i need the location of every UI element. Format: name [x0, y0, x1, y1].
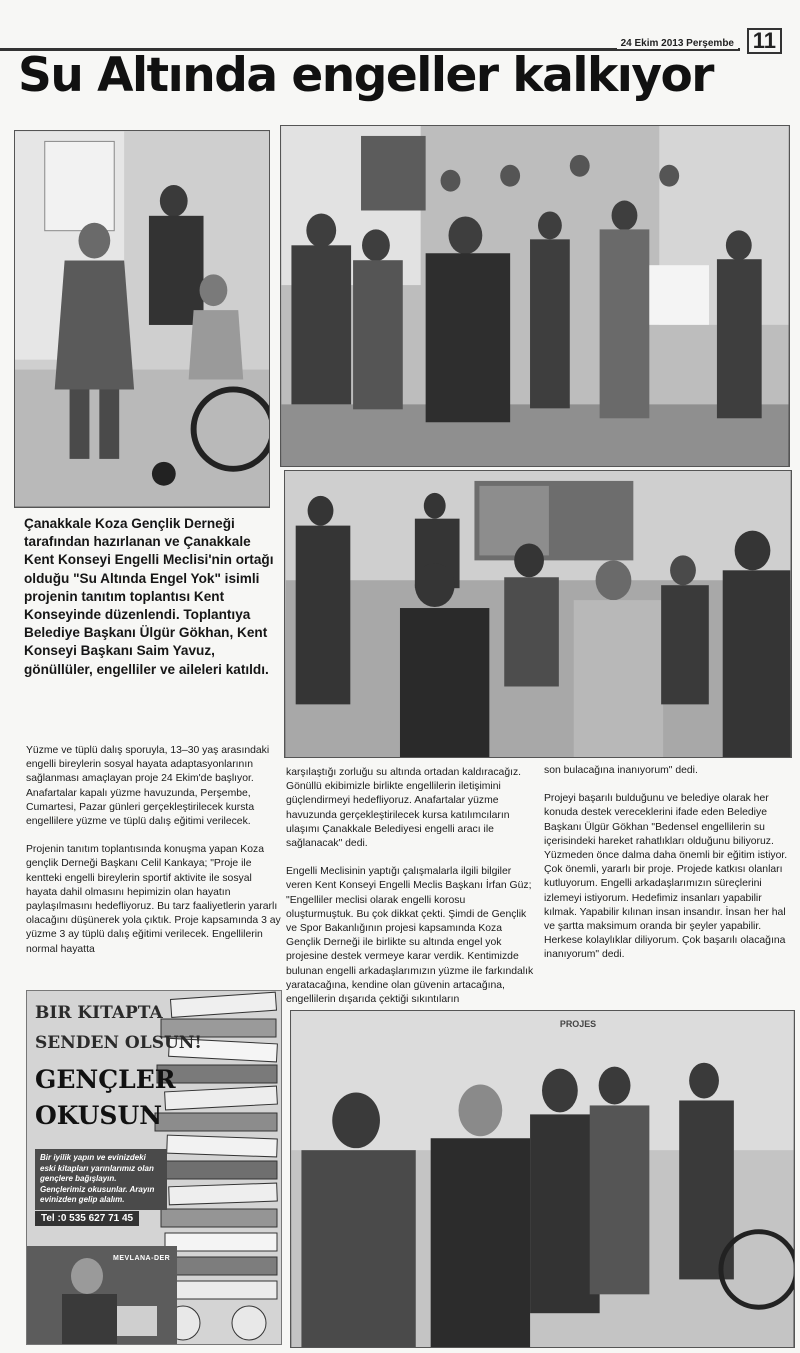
- photo-sign-text: PROJES: [559, 1018, 597, 1029]
- page-number: 11: [747, 28, 782, 54]
- column-1-paragraph-2: Projenin tanıtım toplantısında konuşma yapan Koza gençlik Derneği Başkanı Celil Kankaya; "Proje ile kentteki engelli bireylerin sportif aktivite ile sosyal hayata dahil olmasını hepimizin olan hayatın paylaşılmasını hedefliyoruz. Bu tarz faaliyetlerin yararlı olacağını düşünerek yola çıktık. Proje kapsamında 3 ay yüzme 3 ay tüplü dalış eğitimi verilecek. Engellilerin normal hayatta: [26, 844, 281, 955]
- header-strip: [0, 18, 800, 53]
- photo-seated-participants: [290, 1010, 795, 1348]
- photo-reception-crowd-image: [281, 126, 789, 466]
- book-donation-ad: [26, 990, 282, 1345]
- column-3-paragraph-2: Projeyi başarılı bulduğunu ve belediye olarak her konuda destek vereceklerini ifade eden Belediye Başkanı Ülgür Gökhan "Bedensel engellilerin su içerisindeki hareket rahatlıkları olduğunu biliyoruz. Yüzmeden önce dalma daha önemli bir eğitim istiyor. Çok önemli, yararlı bir proje. Projede katkısı olanları kutluyorum. Engelli arkadaşlarımızın süreçlerini izlemeyi istiyorum. Hedefimiz insanları yapabilir kılmak. Yapabilir kılınan insan insandır. İnsan her hal ve şartta maksimum oranda bir şeyler yapabilir. Herkese kolaylıklar diliyorum. Çok başarılı olacağına inanıyorum" dedi.: [544, 793, 788, 961]
- photo-meeting-audience-image: [285, 471, 791, 757]
- column-1-paragraph-1: Yüzme ve tüplü dalış sporuyla, 13–30 yaş arasındaki engelli bireylerin sosyal hayata adaptasyonlarının sağlanması amaçlayan proje 24 Ekim'de başlıyor. Anafartalar kapalı yüzme havuzunda, Perşembe, Cumartesi, Pazar günleri gerçekleştirilecek kursta engellilere yüzme ve tüplü dalış eğitimi verilecek.: [26, 745, 270, 828]
- article-column-2: [286, 766, 534, 1021]
- column-2-paragraph-2: Engelli Meclisinin yaptığı çalışmalarla ilgili bilgiler veren Kent Konseyi Engelli Meclis Başkanı İrfan Güz; "Engelliler meclisi olarak engelli korosu oluşturmuştuk. Bu çok dikkat çekti. Şimdi de Gençlik ve Spor Bakanlığının projesi kapsamında Koza Gençlik Derneği ile birlikte su altında engel yok projesine destek vermeye karar verdik. Kentimizde bulunan engelli arkadaşlarımızın yüzme ile farkındalık yaratacağına, kendine olan güvenin artacağına, engellilerin dışarıda çektiği sıkıntıların: [286, 866, 534, 1006]
- seal-icon: [232, 1306, 266, 1340]
- issue-date: 24 Ekim 2013 Perşembe: [617, 38, 738, 49]
- photo-wheelchair-greeting-image: [15, 131, 269, 507]
- photo-wheelchair-greeting: [14, 130, 270, 508]
- ad-description: Bir iyilik yapın ve evinizdeki eski kitapları yarınlarımız olan gençlere bağışlayın. Gençlerimiz okusunlar. Arayın evinizden gelip alalım.: [35, 1149, 167, 1210]
- photo-seated-participants-image: [291, 1011, 794, 1347]
- ad-slogan-line-4: OKUSUN: [35, 1101, 163, 1130]
- ad-slogan-line-3: GENÇLER: [35, 1065, 176, 1094]
- ad-phone-number: Tel :0 535 627 71 45: [35, 1211, 139, 1226]
- ad-organization: MEVLANA-DER: [113, 1255, 171, 1262]
- headline: Su Altında engeller kalkıyor: [18, 48, 713, 103]
- column-3-paragraph-1: son bulacağına inanıyorum" dedi.: [544, 765, 698, 776]
- photo-reception-crowd: [280, 125, 790, 467]
- ad-slogan-line-2: SENDEN OLSUN!: [35, 1033, 202, 1053]
- article-column-1: [26, 744, 282, 971]
- lead-paragraph: Çanakkale Koza Gençlik Derneği tarafından hazırlanan ve Çanakkale Kent Konseyi Engelli Meclisi'nin ortağı olduğu "Su Altında Engel Yok" isimli projenin tanıtım toplantısı Kent Konseyinde düzenlendi. Toplantıya Belediye Başkanı Ülgür Gökhan, Kent Konseyi Başkanı Saim Yavuz, gönüllüler, engelliler ve aileleri katıldı.: [24, 516, 274, 677]
- photo-meeting-audience: [284, 470, 792, 758]
- article-column-3: [544, 764, 794, 977]
- column-2-paragraph-1: karşılaştığı zorluğu su altında ortadan kaldıracağız. Gönüllü ekibimizle birlikte engellilerin iletişimini güçlendirmeyi hedefliyoruz. Anafartalar yüzme havuzunda gerçekleştirilecek kursa katılımcıların ulaşımı Çanakkale Belediyesi engelli aracı ile sağlanacak" dedi.: [286, 767, 522, 850]
- ad-slogan-line-1: BIR KITAPTA: [35, 1003, 163, 1023]
